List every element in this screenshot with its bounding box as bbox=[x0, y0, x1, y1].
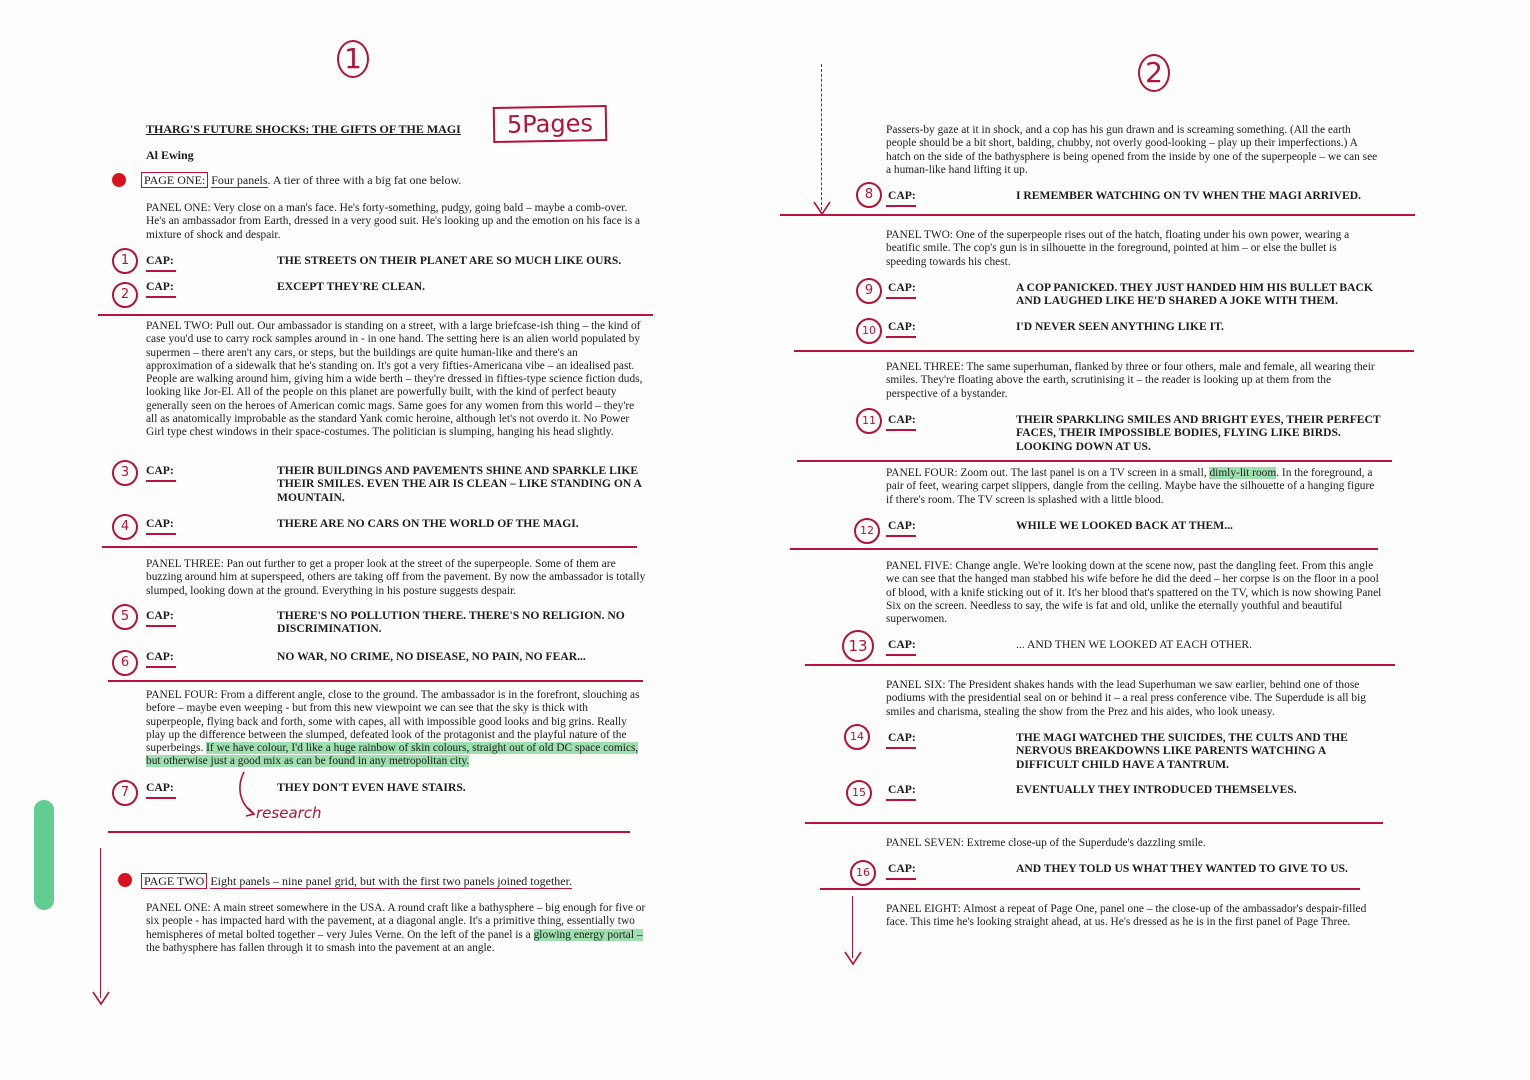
p1-panel-three: PANEL THREE: Pan out further to get a proper look at the street of the superpeople. Some of them are buzzing around him at superspeed, others are taking off from the pavement. By now the ambassador is totally slumped, looking down at the ground. Everything in his posture suggests despair. bbox=[146, 558, 646, 597]
caption-number-2: 2 bbox=[112, 282, 138, 308]
caption-number-9: 9 bbox=[856, 278, 882, 304]
panel-divider bbox=[98, 314, 653, 316]
caption-5: THERE'S NO POLLUTION THERE. THERE'S NO RELIGION. NO DISCRIMINATION. bbox=[277, 609, 625, 636]
cap-underline bbox=[146, 533, 176, 535]
page-one-heading bbox=[141, 173, 461, 188]
caption-number-11: 11 bbox=[856, 408, 882, 434]
panel-divider bbox=[790, 548, 1378, 550]
panel-divider bbox=[805, 822, 1383, 824]
p1-panel-one: PANEL ONE: Very close on a man's face. He's forty-something, pudgy, going bald – maybe a comb-over. He's an ambassador from Earth, dressed in a very good suit. He's looking up and the emotion on his face is a mixture of shock and despair. bbox=[146, 202, 641, 241]
cap-underline bbox=[146, 797, 176, 799]
caption-number-7: 7 bbox=[112, 780, 138, 806]
cap-underline bbox=[146, 270, 176, 272]
cap-label: CAP: bbox=[146, 609, 174, 622]
cap-label: CAP: bbox=[888, 413, 916, 426]
caption-12: WHILE WE LOOKED BACK AT THEM... bbox=[1016, 519, 1233, 532]
cap-label: CAP: bbox=[146, 280, 174, 293]
cap-label: CAP: bbox=[888, 731, 916, 744]
cap-underline bbox=[886, 336, 916, 338]
page-one-panels: Four panels bbox=[211, 173, 268, 187]
continue-arrow-icon bbox=[843, 948, 863, 968]
caption-11: THEIR SPARKLING SMILES AND BRIGHT EYES, THEIR PERFECT FACES, THEIR IMPOSSIBLE BODIES, FLYING LIKE BIRDS. LOOKING DOWN AT US. bbox=[1016, 413, 1381, 453]
p2-panel-one-text: PANEL ONE: A main street somewhere in the USA. A round craft like a bathysphere – big enough for five or six people - has impacted hard with the pavement, at a diagonal angle. It's a primitive thing, essentially two hemispheres of metal bolted together – very Jules Verne. On the left of the panel is a bbox=[146, 902, 646, 941]
caption-15: EVENTUALLY THEY INTRODUCED THEMSELVES. bbox=[1016, 783, 1297, 796]
p2-panel-eight: PANEL EIGHT: Almost a repeat of Page One, panel one – the close-up of the ambassador's despair-filled face. This time he's looking straight ahead, at us. He's dressed as he is in the first panel of Page Three. bbox=[886, 903, 1367, 929]
cap-underline bbox=[886, 429, 916, 431]
page-two-heading bbox=[141, 874, 572, 889]
cap-label: CAP: bbox=[146, 254, 174, 267]
page-two-label: PAGE TWO bbox=[141, 873, 207, 889]
p2-panel-six: PANEL SIX: The President shakes hands with the lead Superhuman we saw earlier, behind one of those podiums with the presidential seal on or behind it – a real press conference vibe. The Superdude is all big smiles and charisma, stealing the show from the Prez and his aides, who look uneasy. bbox=[886, 679, 1366, 718]
caption-1: THE STREETS ON THEIR PLANET ARE SO MUCH LIKE OURS. bbox=[277, 254, 622, 267]
cap-label: CAP: bbox=[888, 281, 916, 294]
continue-arrow-line bbox=[100, 848, 101, 998]
page-divider bbox=[108, 831, 630, 833]
page-one-label: PAGE ONE: bbox=[141, 172, 208, 188]
p2-panel-three: PANEL THREE: The same superhuman, flanked by three or four others, male and female, all wearing their smiles. They're floating above the earth, scrutinising it – the reader is looking up at them from the perspective of a bystander. bbox=[886, 361, 1375, 400]
script-title: THARG'S FUTURE SHOCKS: THE GIFTS OF THE MAGI bbox=[146, 122, 461, 136]
p2-panel-one-text-b: the bathysphere has fallen through it to smash into the pavement at an angle. bbox=[146, 941, 495, 954]
caption-number-5: 5 bbox=[112, 604, 138, 630]
cap-underline bbox=[146, 625, 176, 627]
continue-arrow-line bbox=[821, 64, 822, 210]
panel-divider bbox=[794, 350, 1414, 352]
caption-number-16: 16 bbox=[850, 860, 876, 886]
cap-label: CAP: bbox=[888, 862, 916, 875]
caption-2: EXCEPT THEY'RE CLEAN. bbox=[277, 280, 426, 293]
cap-label: CAP: bbox=[888, 189, 916, 202]
caption-number-4: 4 bbox=[112, 514, 138, 540]
p2-panel-seven: PANEL SEVEN: Extreme close-up of the Superdude's dazzling smile. bbox=[886, 837, 1206, 849]
page-two-marker bbox=[118, 873, 132, 887]
p2-panel-four-highlight: dimly-lit room bbox=[1209, 467, 1277, 479]
cap-underline bbox=[146, 480, 176, 482]
cap-label: CAP: bbox=[888, 783, 916, 796]
p2-panel-four-text-b: . In the foreground, a pair of feet, wearing carpet slippers, dangle from the ceiling. Maybe have the silhouette of a hanging figure if there's room. The TV screen is splashed with a little blood. bbox=[886, 467, 1375, 506]
caption-10: I'D NEVER SEEN ANYTHING LIKE IT. bbox=[1016, 320, 1224, 333]
p2-panel-five: PANEL FIVE: Change angle. We're looking down at the scene now, past the dangling feet. From this angle we can see that the hanged man stabbed his wife before he did the deed – her corpse is on the floor in a pool of blood, with a knife sticking out of it. It's her blood that's spattered on the TV, which is now showing Panel Six on the screen. Needless to say, the wife is fat and old, unlike the eternally youthful and beautiful superwomen. bbox=[886, 560, 1382, 626]
p2-panel-four bbox=[886, 467, 1382, 507]
caption-16: AND THEY TOLD US WHAT THEY WANTED TO GIVE TO US. bbox=[1016, 862, 1348, 875]
p2-panel-one bbox=[146, 902, 646, 955]
caption-number-13: 13 bbox=[842, 630, 874, 662]
caption-8: I REMEMBER WATCHING ON TV WHEN THE MAGI ARRIVED. bbox=[1016, 189, 1361, 202]
caption-number-14: 14 bbox=[844, 724, 870, 750]
caption-number-8: 8 bbox=[856, 182, 882, 208]
cap-label: CAP: bbox=[146, 464, 174, 477]
page-number-1: 1 bbox=[337, 40, 369, 78]
cap-underline bbox=[886, 747, 916, 749]
cap-underline bbox=[886, 297, 916, 299]
cap-underline bbox=[146, 296, 176, 298]
author: Al Ewing bbox=[146, 148, 194, 162]
p2-panel-four-text: PANEL FOUR: Zoom out. The last panel is on a TV screen in a small, bbox=[886, 467, 1207, 479]
caption-13: ... AND THEN WE LOOKED AT EACH OTHER. bbox=[1016, 638, 1253, 651]
cap-label: CAP: bbox=[888, 320, 916, 333]
caption-number-15: 15 bbox=[846, 780, 872, 806]
cap-label: CAP: bbox=[888, 519, 916, 532]
cap-label: CAP: bbox=[146, 781, 174, 794]
caption-4: THERE ARE NO CARS ON THE WORLD OF THE MAGI. bbox=[277, 517, 579, 530]
page-one-marker bbox=[112, 173, 126, 187]
panel-divider bbox=[102, 546, 637, 548]
panel-divider bbox=[108, 680, 643, 682]
caption-number-10: 10 bbox=[856, 318, 882, 344]
p2-panel-two: PANEL TWO: One of the superpeople rises out of the hatch, floating under his own power, wearing a beatific smile. The cop's gun is in silhouette in the foreground, pointed at him – or else the bullet is speeding towards his chest. bbox=[886, 229, 1350, 268]
cap-label: CAP: bbox=[888, 638, 916, 651]
caption-3: THEIR BUILDINGS AND PAVEMENTS SHINE AND SPARKLE LIKE THEIR SMILES. EVEN THE AIR IS CLEAN – LIKE STANDING ON A MOUNTAIN. bbox=[277, 464, 642, 504]
caption-14: THE MAGI WATCHED THE SUICIDES, THE CULTS AND THE NERVOUS BREAKDOWNS LIKE PARENTS WATCHING A DIFFICULT CHILD HAVE A TANTRUM. bbox=[1016, 731, 1348, 771]
panel-divider bbox=[805, 664, 1395, 666]
panel-divider bbox=[797, 460, 1392, 462]
caption-number-12: 12 bbox=[854, 518, 880, 544]
cap-underline bbox=[146, 666, 176, 668]
cap-underline bbox=[886, 205, 916, 207]
p2-panel-one-highlight: glowing energy portal – bbox=[533, 928, 643, 941]
p1-panel-four-highlight: If we have colour, I'd like a huge rainbow of skin colours, straight out of old DC space comics, but otherwise just a good mix as can be found in any metropolitan city. bbox=[146, 742, 639, 768]
green-marker-smudge bbox=[34, 800, 54, 910]
p1-panel-four bbox=[146, 689, 648, 769]
cap-underline bbox=[886, 878, 916, 880]
caption-number-1: 1 bbox=[112, 248, 138, 274]
panel-divider bbox=[780, 214, 1415, 216]
p1-panel-two: PANEL TWO: Pull out. Our ambassador is standing on a street, with a large briefcase-ish thing – the kind of case you'd use to carry rock samples around in - in one hand. The setting here is an alien world populated by supermen – there aren't any cars, or steps, but the buildings are quite human-like and there's an approximation of a sidewalk that he's standing on. It's got a very fifties-Americana vibe – an idealised past. People are walking around him, giving him a wide berth – they're dressed in fifties-type science fiction duds, looking like Jor-El. All of the people on this planet are powerfully built, with the kind of perfect beauty generally seen on the heroes of American comic mags. Same goes for any women from this world – they're all as anatomically improbable as the standard Yank comic heroine, although let's not overdo it. No Power Girl type chest windows in their space-costumes. The politician is slumping, hanging his head slightly. bbox=[146, 320, 643, 439]
caption-9: A COP PANICKED. THEY JUST HANDED HIM HIS BULLET BACK AND LAUGHED LIKE HE'D SHARED A JOKE WITH THEM. bbox=[1016, 281, 1373, 308]
caption-7: THEY DON'T EVEN HAVE STAIRS. bbox=[277, 781, 466, 794]
cap-underline bbox=[886, 799, 916, 801]
caption-number-3: 3 bbox=[112, 460, 138, 486]
page-number-2: 2 bbox=[1138, 54, 1170, 92]
caption-number-6: 6 bbox=[112, 650, 138, 676]
caption-6: NO WAR, NO CRIME, NO DISEASE, NO PAIN, NO FEAR... bbox=[277, 650, 586, 663]
cap-label: CAP: bbox=[146, 517, 174, 530]
p1-panel-four-text: PANEL FOUR: From a different angle, close to the ground. The ambassador is in the forefront, slouching as before – maybe even weeping - but from this new viewpoint we can see that the sky is thick with superpeople, flying back and forth, some with capes, all with impossible good looks and big grins. Really play up the difference between the slumped, defeated look of the protagonist and the playful nature of the superbeings. bbox=[146, 689, 640, 755]
research-note: research bbox=[256, 804, 322, 822]
pages-note: 5Pages bbox=[493, 105, 607, 143]
continue-arrow-icon bbox=[91, 988, 111, 1008]
page-two-rest: Eight panels – nine panel grid, but with the first two panels joined together. bbox=[210, 874, 572, 888]
cap-label: CAP: bbox=[146, 650, 174, 663]
panel-divider bbox=[820, 888, 1360, 890]
page-one-rest: . A tier of three with a big fat one below. bbox=[267, 173, 462, 187]
cap-underline bbox=[886, 654, 916, 656]
cap-underline bbox=[886, 535, 916, 537]
p2-panel-one-continued: Passers-by gaze at it in shock, and a cop has his gun drawn and is screaming something. (All the earth people should be a bit short, balding, chubby, not overly good-looking – play up their imperfections.) A hatch on the side of the bathysphere is being opened from the inside by one of the superpeople – we can see a human-like hand lifting it up. bbox=[886, 124, 1378, 176]
